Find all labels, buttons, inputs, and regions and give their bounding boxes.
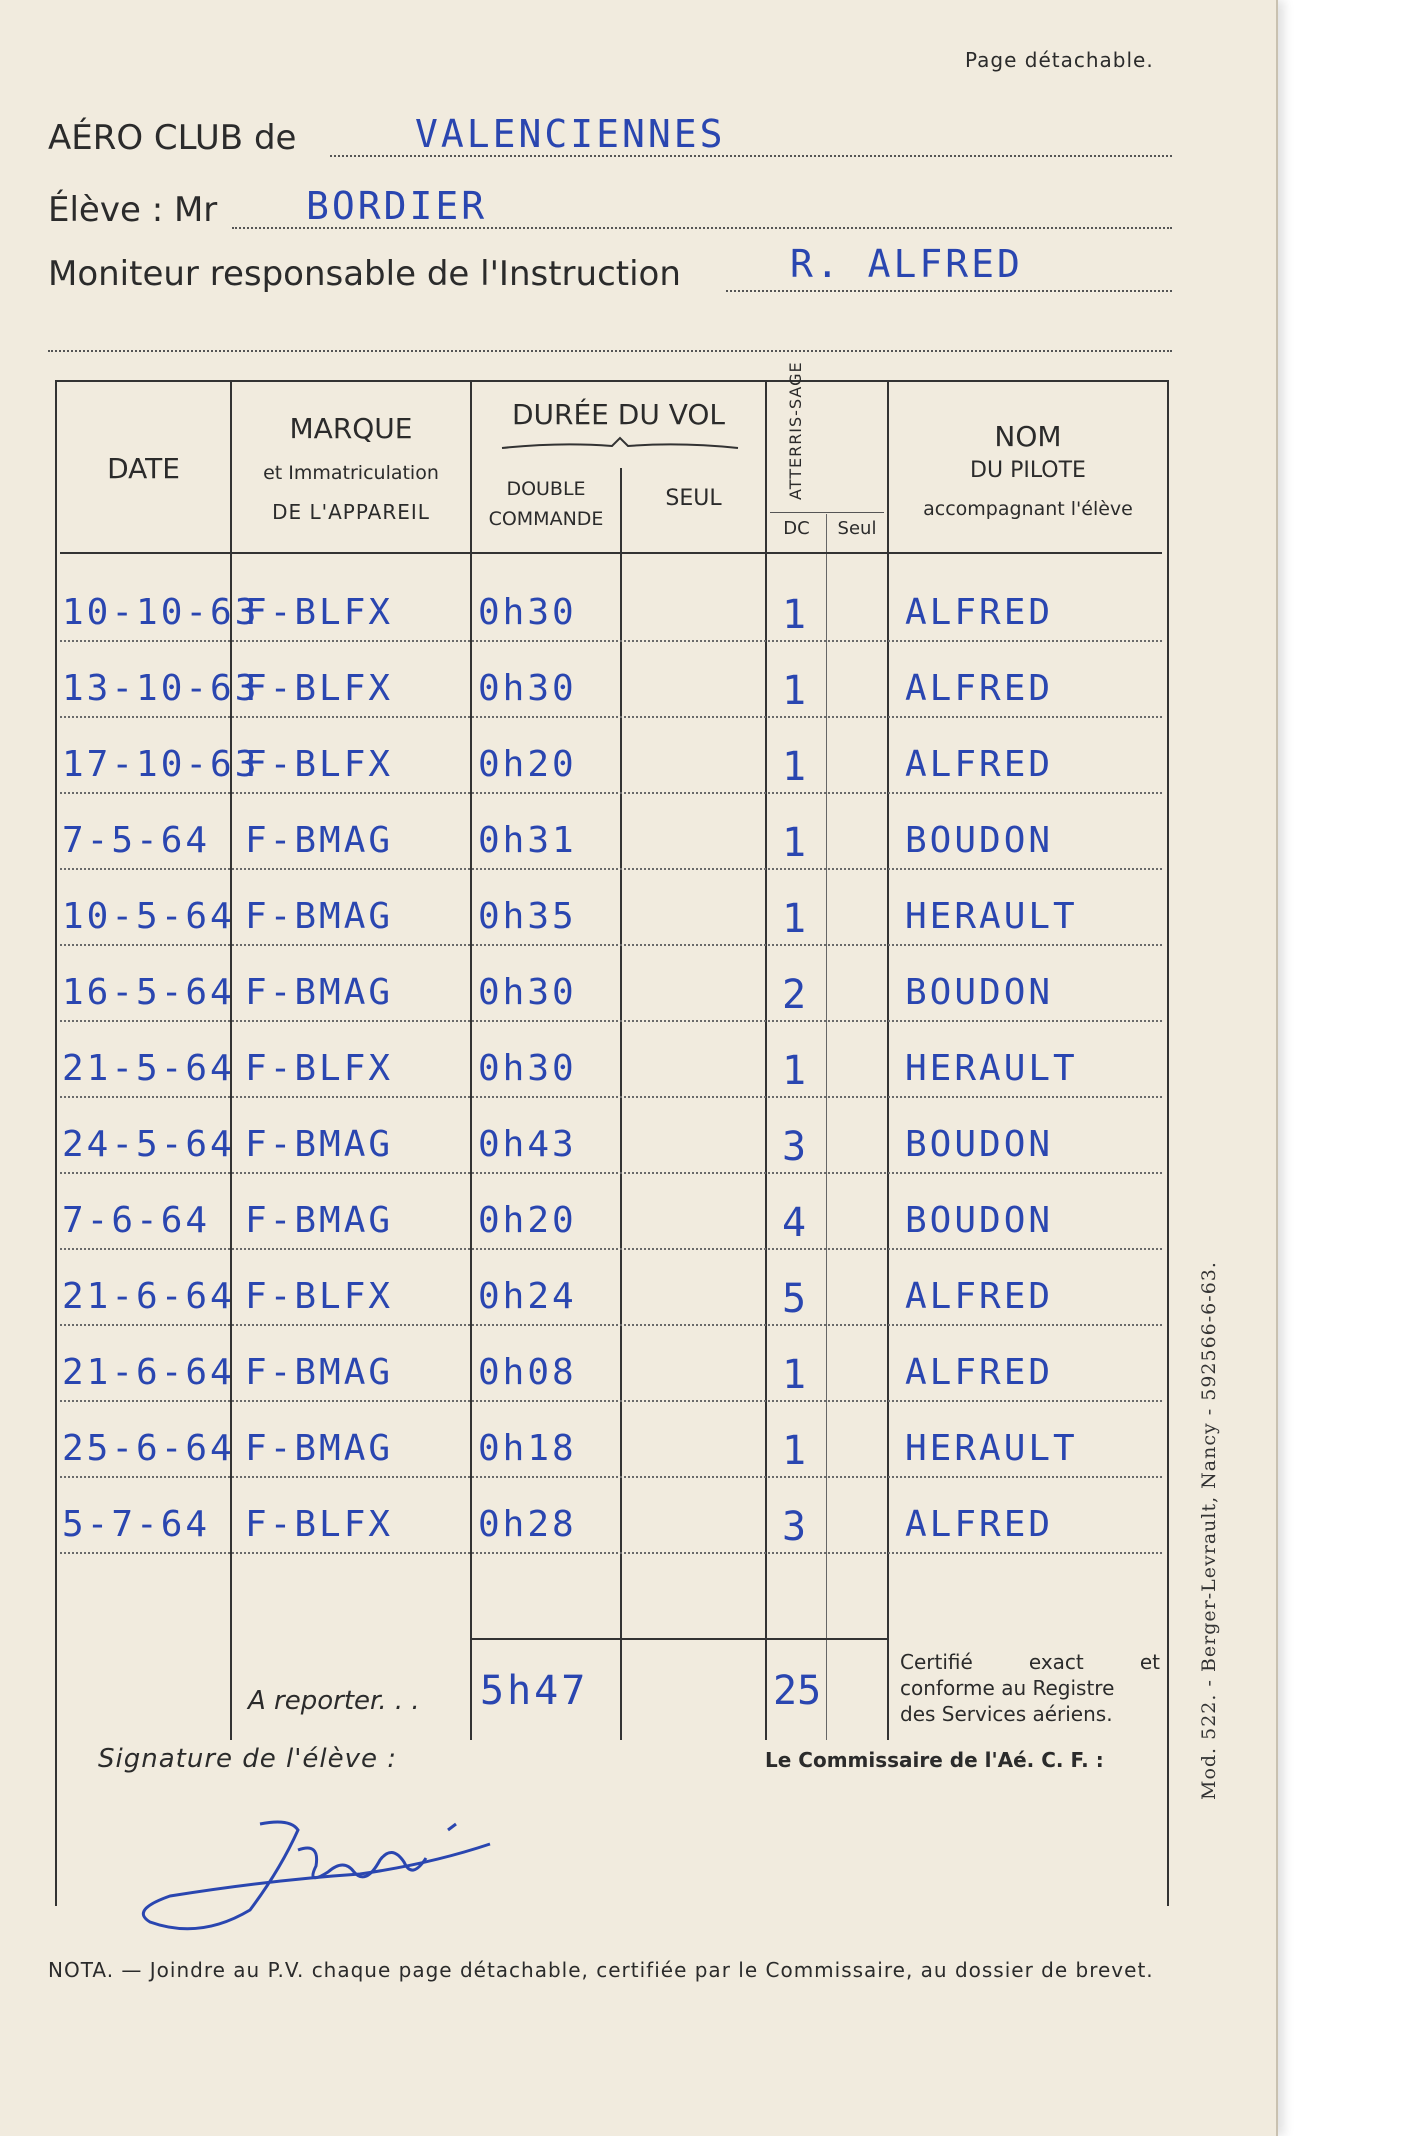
row-aircraft: F-BMAG [245, 1124, 394, 1165]
row-aircraft: F-BLFX [245, 668, 394, 709]
blank-underline [48, 350, 1172, 352]
row-landings-dc: 2 [782, 972, 807, 1018]
row-pilot: ALFRED [905, 1352, 1054, 1393]
header-marque-sub2: DE L'APPAREIL [272, 500, 430, 524]
instructor-label: Moniteur responsable de l'Instruction [48, 254, 681, 294]
col-sep-double [620, 468, 622, 1740]
table-row-rule [60, 1020, 1162, 1022]
header-seul: SEUL [665, 486, 722, 511]
row-pilot: HERAULT [905, 1428, 1078, 1469]
table-top-border [55, 380, 1169, 382]
row-landings-dc: 1 [782, 668, 807, 714]
row-landings-dc: 3 [782, 1504, 807, 1550]
table-row-rule [60, 1476, 1162, 1478]
row-date: 7-6-64 [62, 1200, 211, 1241]
table-right-border [1167, 380, 1169, 1906]
row-double-commande: 0h30 [478, 592, 577, 633]
row-landings-dc: 1 [782, 1428, 807, 1474]
header-marque-sub1: et Immatriculation [263, 462, 439, 484]
row-aircraft: F-BMAG [245, 972, 394, 1013]
totals-dc: 25 [773, 1668, 822, 1714]
signature-label: Signature de l'élève : [98, 1744, 398, 1774]
row-date: 21-5-64 [62, 1048, 235, 1089]
row-date: 5-7-64 [62, 1504, 211, 1545]
col-sep-seul [765, 380, 767, 1740]
header-bottom-rule [60, 552, 1162, 554]
header-atterrissage: ATTERRIS-SAGE [786, 361, 805, 500]
row-date: 10-5-64 [62, 896, 235, 937]
table-row-rule [60, 1324, 1162, 1326]
certify-line-2: conforme au Registre [900, 1676, 1115, 1700]
row-aircraft: F-BLFX [245, 1276, 394, 1317]
row-landings-dc: 1 [782, 820, 807, 866]
row-landings-dc: 1 [782, 1352, 807, 1398]
row-aircraft: F-BMAG [245, 1352, 394, 1393]
row-landings-dc: 1 [782, 744, 807, 790]
row-double-commande: 0h24 [478, 1276, 577, 1317]
totals-double: 5h47 [480, 1668, 589, 1714]
certify-line-1: Certifié exact et [900, 1650, 1160, 1674]
row-aircraft: F-BLFX [245, 592, 394, 633]
row-date: 10-10-63 [62, 592, 260, 633]
header-double-2: COMMANDE [488, 508, 604, 530]
row-aircraft: F-BMAG [245, 896, 394, 937]
row-landings-dc: 4 [782, 1200, 807, 1246]
row-pilot: BOUDON [905, 972, 1054, 1013]
row-pilot: ALFRED [905, 1276, 1054, 1317]
page-label: Page détachable. [965, 48, 1154, 72]
row-aircraft: F-BLFX [245, 1048, 394, 1089]
nota-text: NOTA. — Joindre au P.V. chaque page détachable, certifiée par le Commissaire, au dossier de brevet. [48, 1958, 1154, 1982]
row-pilot: HERAULT [905, 1048, 1078, 1089]
row-date: 21-6-64 [62, 1352, 235, 1393]
table-row-rule [60, 1172, 1162, 1174]
student-value: BORDIER [306, 184, 488, 228]
instructor-value: R. ALFRED [790, 242, 1023, 286]
club-label: AÉRO CLUB de [48, 118, 297, 158]
row-double-commande: 0h30 [478, 668, 577, 709]
header-nom-sub1: DU PILOTE [970, 458, 1086, 483]
row-pilot: ALFRED [905, 1504, 1054, 1545]
table-row-rule [60, 944, 1162, 946]
col-sep-marque [470, 380, 472, 1740]
table-row-rule [60, 1096, 1162, 1098]
table-row-rule [60, 792, 1162, 794]
student-label: Élève : Mr [48, 190, 218, 230]
table-row-rule [60, 1552, 1162, 1554]
header-date: DATE [107, 452, 180, 485]
row-landings-dc: 1 [782, 896, 807, 942]
row-pilot: BOUDON [905, 820, 1054, 861]
row-pilot: ALFRED [905, 592, 1054, 633]
duree-brace [500, 436, 740, 456]
club-value: VALENCIENNES [415, 112, 726, 156]
row-date: 25-6-64 [62, 1428, 235, 1469]
header-marque: MARQUE [289, 412, 413, 445]
header-seul-small: Seul [837, 518, 877, 539]
header-double-1: DOUBLE [506, 478, 586, 500]
row-double-commande: 0h30 [478, 1048, 577, 1089]
table-row-rule [60, 868, 1162, 870]
row-aircraft: F-BLFX [245, 744, 394, 785]
row-date: 17-10-63 [62, 744, 260, 785]
totals-top-rule [470, 1638, 887, 1640]
row-landings-dc: 3 [782, 1124, 807, 1170]
row-landings-dc: 1 [782, 592, 807, 638]
row-double-commande: 0h30 [478, 972, 577, 1013]
row-date: 7-5-64 [62, 820, 211, 861]
row-aircraft: F-BMAG [245, 1200, 394, 1241]
row-date: 21-6-64 [62, 1276, 235, 1317]
row-aircraft: F-BMAG [245, 1428, 394, 1469]
row-double-commande: 0h31 [478, 820, 577, 861]
row-double-commande: 0h35 [478, 896, 577, 937]
row-landings-dc: 1 [782, 1048, 807, 1094]
atterrissage-rule [770, 512, 884, 513]
header-nom-sub2: accompagnant l'élève [923, 498, 1133, 520]
row-pilot: ALFRED [905, 744, 1054, 785]
row-date: 24-5-64 [62, 1124, 235, 1165]
table-left-border [55, 380, 57, 1906]
row-aircraft: F-BLFX [245, 1504, 394, 1545]
row-double-commande: 0h20 [478, 1200, 577, 1241]
row-aircraft: F-BMAG [245, 820, 394, 861]
row-date: 13-10-63 [62, 668, 260, 709]
table-row-rule [60, 1248, 1162, 1250]
col-sep-dc [826, 514, 827, 1740]
side-print: Mod. 522. - Berger-Levrault, Nancy - 592566-6-63. [1198, 1261, 1220, 1800]
row-double-commande: 0h20 [478, 744, 577, 785]
row-pilot: BOUDON [905, 1124, 1054, 1165]
instructor-underline [726, 290, 1172, 292]
header-duree: DURÉE DU VOL [511, 398, 726, 431]
row-double-commande: 0h28 [478, 1504, 577, 1545]
row-date: 16-5-64 [62, 972, 235, 1013]
col-sep-atterrissage [887, 380, 889, 1740]
row-pilot: ALFRED [905, 668, 1054, 709]
header-dc: DC [783, 518, 810, 539]
row-pilot: HERAULT [905, 896, 1078, 937]
table-row-rule [60, 716, 1162, 718]
commissaire-label: Le Commissaire de l'Aé. C. F. : [765, 1748, 1104, 1772]
totals-label: A reporter. . . [248, 1686, 420, 1716]
row-double-commande: 0h43 [478, 1124, 577, 1165]
table-row-rule [60, 1400, 1162, 1402]
certify-line-3: des Services aériens. [900, 1702, 1113, 1726]
row-double-commande: 0h18 [478, 1428, 577, 1469]
header-nom: NOM [994, 420, 1062, 453]
row-double-commande: 0h08 [478, 1352, 577, 1393]
row-landings-dc: 5 [782, 1276, 807, 1322]
student-signature [130, 1800, 510, 1950]
table-row-rule [60, 640, 1162, 642]
row-pilot: BOUDON [905, 1200, 1054, 1241]
